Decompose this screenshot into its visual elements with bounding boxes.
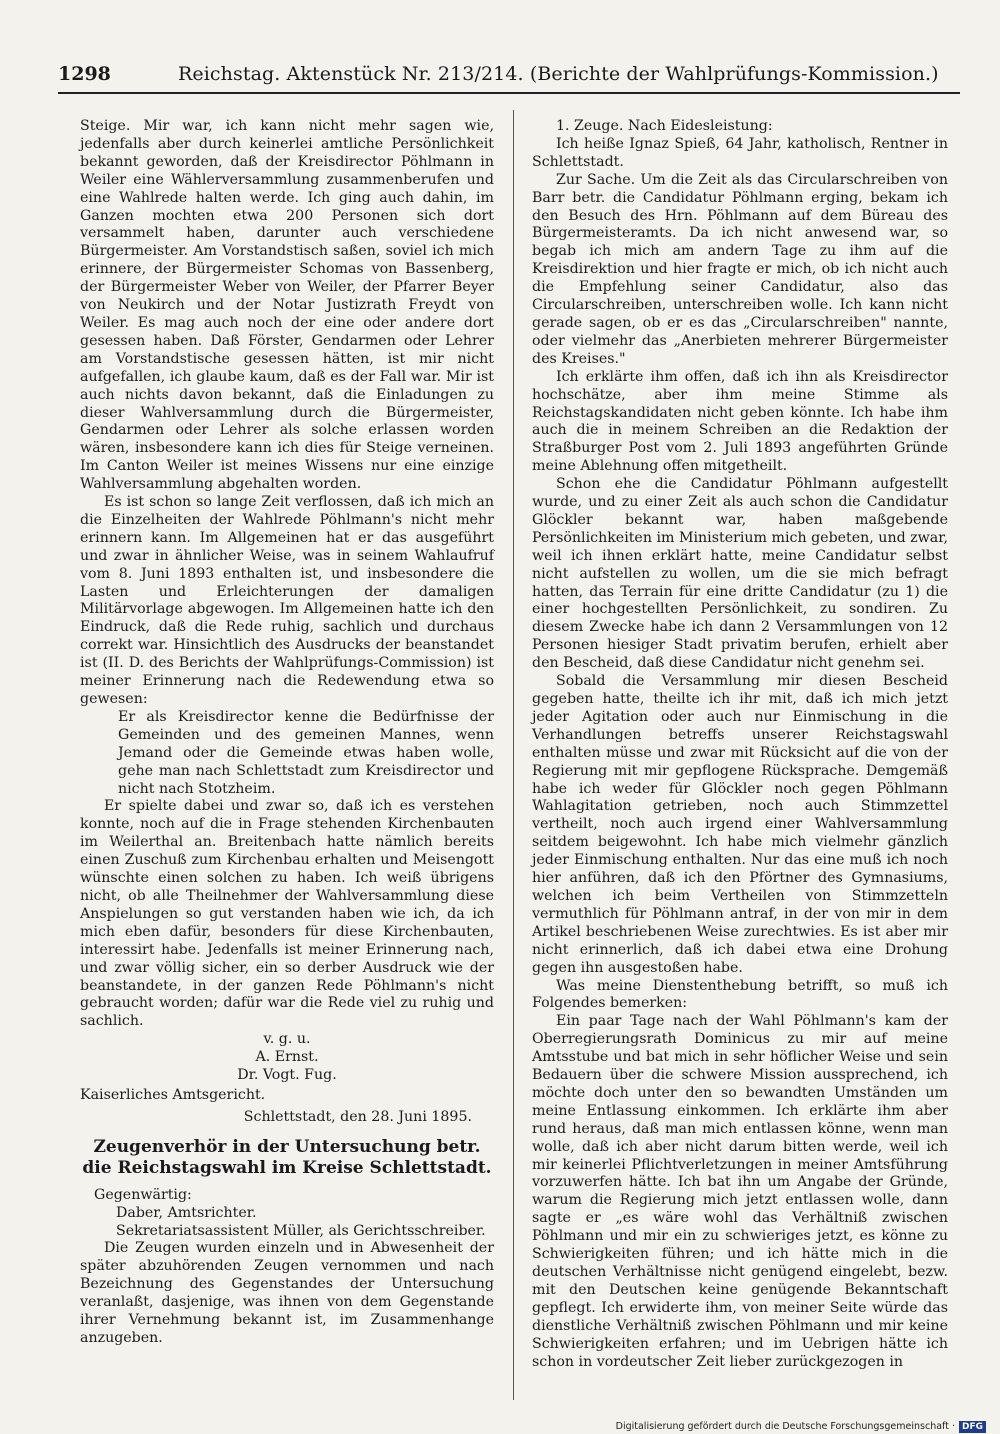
paragraph: Die Zeugen wurden einzeln und in Abwesenheit der später abzuhörenden Zeugen vernommen und nach Bezeichnung des Gegenstandes der Untersuchung veranlaßt, dasjenige, was ihnen von dem Gegenstande ihrer Vernehmung bekannt ist, im Zusammenhange anzugeben. — [80, 1240, 494, 1346]
left-column — [80, 118, 494, 1348]
paragraph: Steige. Mir war, ich kann nicht mehr sagen wie, jedenfalls aber durch keinerlei amtliche Persönlichkeit bekannt geworden, daß der Kreisdirector Pöhlmann in Weiler eine Wählerversammlung zusammenberufen und eine Wahlrede halten werde. Ich ging auch dahin, im Ganzen mochten etwa 200 Personen sich dort versammelt haben, darunter auch verschiedene Bürgermeister. Am Vorstandstisch saßen, soviel ich mich erinnere, der Bürgermeister Schomas von Bassenberg, der Bürgermeister Weber von Weiler, der Pfarrer Beyer von Neukirch und der Notar Justizrath Freydt von Weiler. Es mag auch noch der eine oder andere dort gesessen haben. Daß Förster, Gendarmen oder Lehrer am Vorstandstische gesessen hätten, ist mir nicht aufgefallen, ich glaube kaum, daß es der Fall war. Mir ist auch nichts davon bekannt, daß die Einladungen zu dieser Wahlversammlung durch die Bürgermeister, Gendarmen oder Lehrer als solche erlassen worden wären, insbesondere kann ich dies für Steige verneinen. Im Canton Weiler ist meines Wissens nur eine einzige Wahlversammlung abgehalten worden. — [80, 118, 494, 493]
footer-text: Digitalisierung gefördert durch die Deutsche Forschungsgemeinschaft · — [615, 1421, 955, 1432]
page-number: 1298 — [58, 63, 111, 85]
signature-line: A. Ernst. — [255, 1049, 319, 1066]
dateline: Schlettstadt, den 28. Juni 1895. — [243, 1108, 472, 1125]
column-divider — [513, 110, 514, 1400]
present-block — [94, 1187, 494, 1241]
present-label: Gegenwärtig: — [94, 1186, 192, 1203]
paragraph: Ein paar Tage nach der Wahl Pöhlmann's kam der Oberregierungsrath Dominicus zu mir auf meine Amtsstube und bat mich in sehr höflicher Weise und sein Bedauern über die schwere Mission aussprechend, ich möchte doch unter den so bewandten Umständen um meine Entlassung einkommen. Ich erklärte ihm aber rund heraus, daß man mich entlassen könne, wenn man wolle, daß ich aber nicht darum bitten werde, weil ich mir keinerlei Pflichtverletzungen in meiner Amtsführung vorzuwerfen hätte. Ich bat ihn um Angabe der Gründe, warum die Regierung mich jetzt entlassen wolle, dann sagte er „es wäre wohl das Verhältniß zwischen Pöhlmann und mir ein zu schwieriges jetzt, es könne zu Schwierigkeiten führen; und ich hätte mich in die deutschen Verhältnisse nicht genügend eingelebt, bezw. mit den Deutschen keine genügende Bekanntschaft gepflegt. Ich erwiderte ihm, von meiner Seite würde das dienstliche Verhältniß zwischen Pöhlmann und mir keine Schwierigkeiten erfahren; und im Uebrigen hätte ich schon in vordeutscher Zeit lieber zurückgezogen in — [532, 1013, 948, 1370]
digitization-credit — [616, 1420, 986, 1434]
paragraph: Zur Sache. Um die Zeit als das Circularschreiben von Barr betr. die Candidatur Pöhlmann erging, bekam ich den Besuch des Hrn. Pöhlmann auf dem Büreau des Bürgermeisteramts. Da ich nicht anwesend war, so begab ich mich am andern Tage zu ihm auf die Kreisdirektion und hier fragte er mich, ob ich nicht auch die Empfehlung seiner Candidatur, also das Circularschreiben, unterschreiben wolle. Ich kann nicht gerade sagen, ob er es das „Circularschreiben" nannte, oder vielmehr das „Anerbieten mehrerer Bürgermeister des Kreises." — [532, 171, 948, 367]
page-header — [58, 60, 958, 88]
witness-identity: Ich heiße Ignaz Spieß, 64 Jahr, katholisch, Rentner in Schlettstadt. — [532, 135, 948, 170]
dfg-logo: DFG — [959, 1421, 986, 1433]
paragraph: Ich erklärte ihm offen, daß ich ihn als Kreisdirector hochschätze, aber ihm meine Stimme als Reichstagskandidaten nicht geben könnte. Ich habe ihm auch die in meinem Schreiben an die Redaktion der Straßburger Post vom 2. Juli 1893 angeführten Gründe meine Ablehnung offen mitgetheilt. — [532, 368, 948, 475]
signature-line: v. g. u. — [263, 1031, 311, 1048]
paragraph: Es ist schon so lange Zeit verflossen, daß ich mich an die Einzelheiten der Wahlrede Pöhlmann's nicht mehr erinnern kann. Im Allgemeinen hat er das ausgeführt und zwar in ähnlicher Weise, was in seinem Wahlaufruf vom 8. Juni 1893 enthalten ist, und insbesondere die Lasten und Erleichterungen der damaligen Militärvorlage abgewogen. Im Allgemeinen hatte ich den Eindruck, daß die Rede ruhig, sachlich und durchaus correkt war. Hinsichtlich des Ausdrucks der beanstandet ist (II. D. des Berichts der Wahlprüfungs-Commission) ist meiner Erinnerung nach die Redewendung etwa so gewesen: — [80, 494, 494, 707]
paragraph: Er spielte dabei und zwar so, daß ich es verstehen konnte, noch auf die in Frage stehenden Kirchenbauten im Weilerthal an. Breitenbach hatte nämlich bereits einen Zuschuß zum Kirchenbau erhalten und Meisengott wünschte einen solchen zu haben. Ich weiß übrigens nicht, ob alle Theilnehmer der Wahlversammlung diese Anspielungen so gut verstanden haben wie ich, da ich mich eben dafür, besonders für diese Kirchenbauten, interessirt habe. Jedenfalls ist meiner Erinnerung nach, und zwar völlig sicher, ein so derber Ausdruck wie der beanstandete, in der ganzen Rede Pöhlmann's nicht gebraucht worden; dafür war die Rede viel zu ruhig und sachlich. — [80, 798, 494, 1030]
witness-line: 1. Zeuge. Nach Eidesleistung: — [556, 118, 773, 134]
quoted-statement: Er als Kreisdirector kenne die Bedürfnisse der Gemeinden und des gemeinen Mannes, wenn Jemand oder die Gemeinde etwas haben wolle, gehe man nach Schlettstadt zum Kreisdirector und nicht nach Stotzheim. — [118, 708, 494, 797]
paragraph: Schon ehe die Candidatur Pöhlmann aufgestellt wurde, und zu einer Zeit als auch schon die Candidatur Glöckler bekannt war, haben maßgebende Persönlichkeiten im Ministerium mich gebeten, und zwar, weil ich ihnen erklärt hatte, meine Candidatur selbst nicht aufstellen zu wollen, um die sie mich befragt hatten, das Terrain für eine dritte Candidatur (zu 1) die einer hochgestellten Persönlichkeit, zu sondiren. Zu diesem Zwecke habe ich dann 2 Versammlungen von 12 Personen hiesiger Stadt privatim berufen, erhielt aber den Bescheid, daß diese Candidatur nicht genehm sei. — [532, 476, 948, 672]
signature-block — [80, 1031, 494, 1085]
court-name: Kaiserliches Amtsgericht. — [80, 1086, 266, 1103]
section-heading: Zeugenverhör in der Untersuchung betr. die Reichstagswahl im Kreise Schlettstadt. — [82, 1136, 492, 1178]
present-person: Sekretariatsassistent Müller, als Gerichtsschreiber. — [116, 1222, 486, 1239]
paragraph: Was meine Dienstenthebung betrifft, so muß ich Folgendes bemerken: — [532, 977, 948, 1012]
present-person: Daber, Amtsrichter. — [116, 1204, 257, 1221]
running-title: Reichstag. Aktenstück Nr. 213/214. (Berichte der Wahlprüfungs-Kommission.) — [178, 63, 939, 85]
header-rule — [58, 92, 960, 94]
signature-line: Dr. Vogt. Fug. — [237, 1067, 337, 1084]
paragraph: Sobald die Versammlung mir diesen Bescheid gegeben hatte, theilte ich ihr mit, daß ich mich jetzt jeder Agitation oder auch nur Einmischung in die Verhandlungen betreffs unserer Reichstagswahl enthalten müsse und zwar mit Rücksicht auf die von der Regierung mit mir gepflogene Rücksprache. Demgemäß habe ich weder für Glöckler noch gegen Pöhlmann Wahlagitation getrieben, noch auch Stimmzettel vertheilt, noch auch irgend einer Wahlversammlung seitdem beigewohnt. Ich habe mich vielmehr gänzlich jeder Einmischung enthalten. Nur das eine muß ich noch hier anführen, daß ich den Pförtner des Gymnasiums, welchen ich beim Vertheilen von Stimmzetteln vermuthlich für Pöhlmann antraf, in der von mir in dem Artikel beschriebenen Weise zurechtwies. Es ist aber mir nicht erinnerlich, daß ich dabei etwa eine Drohung gegen ihn ausgestoßen habe. — [532, 673, 948, 976]
right-column — [532, 118, 948, 1371]
